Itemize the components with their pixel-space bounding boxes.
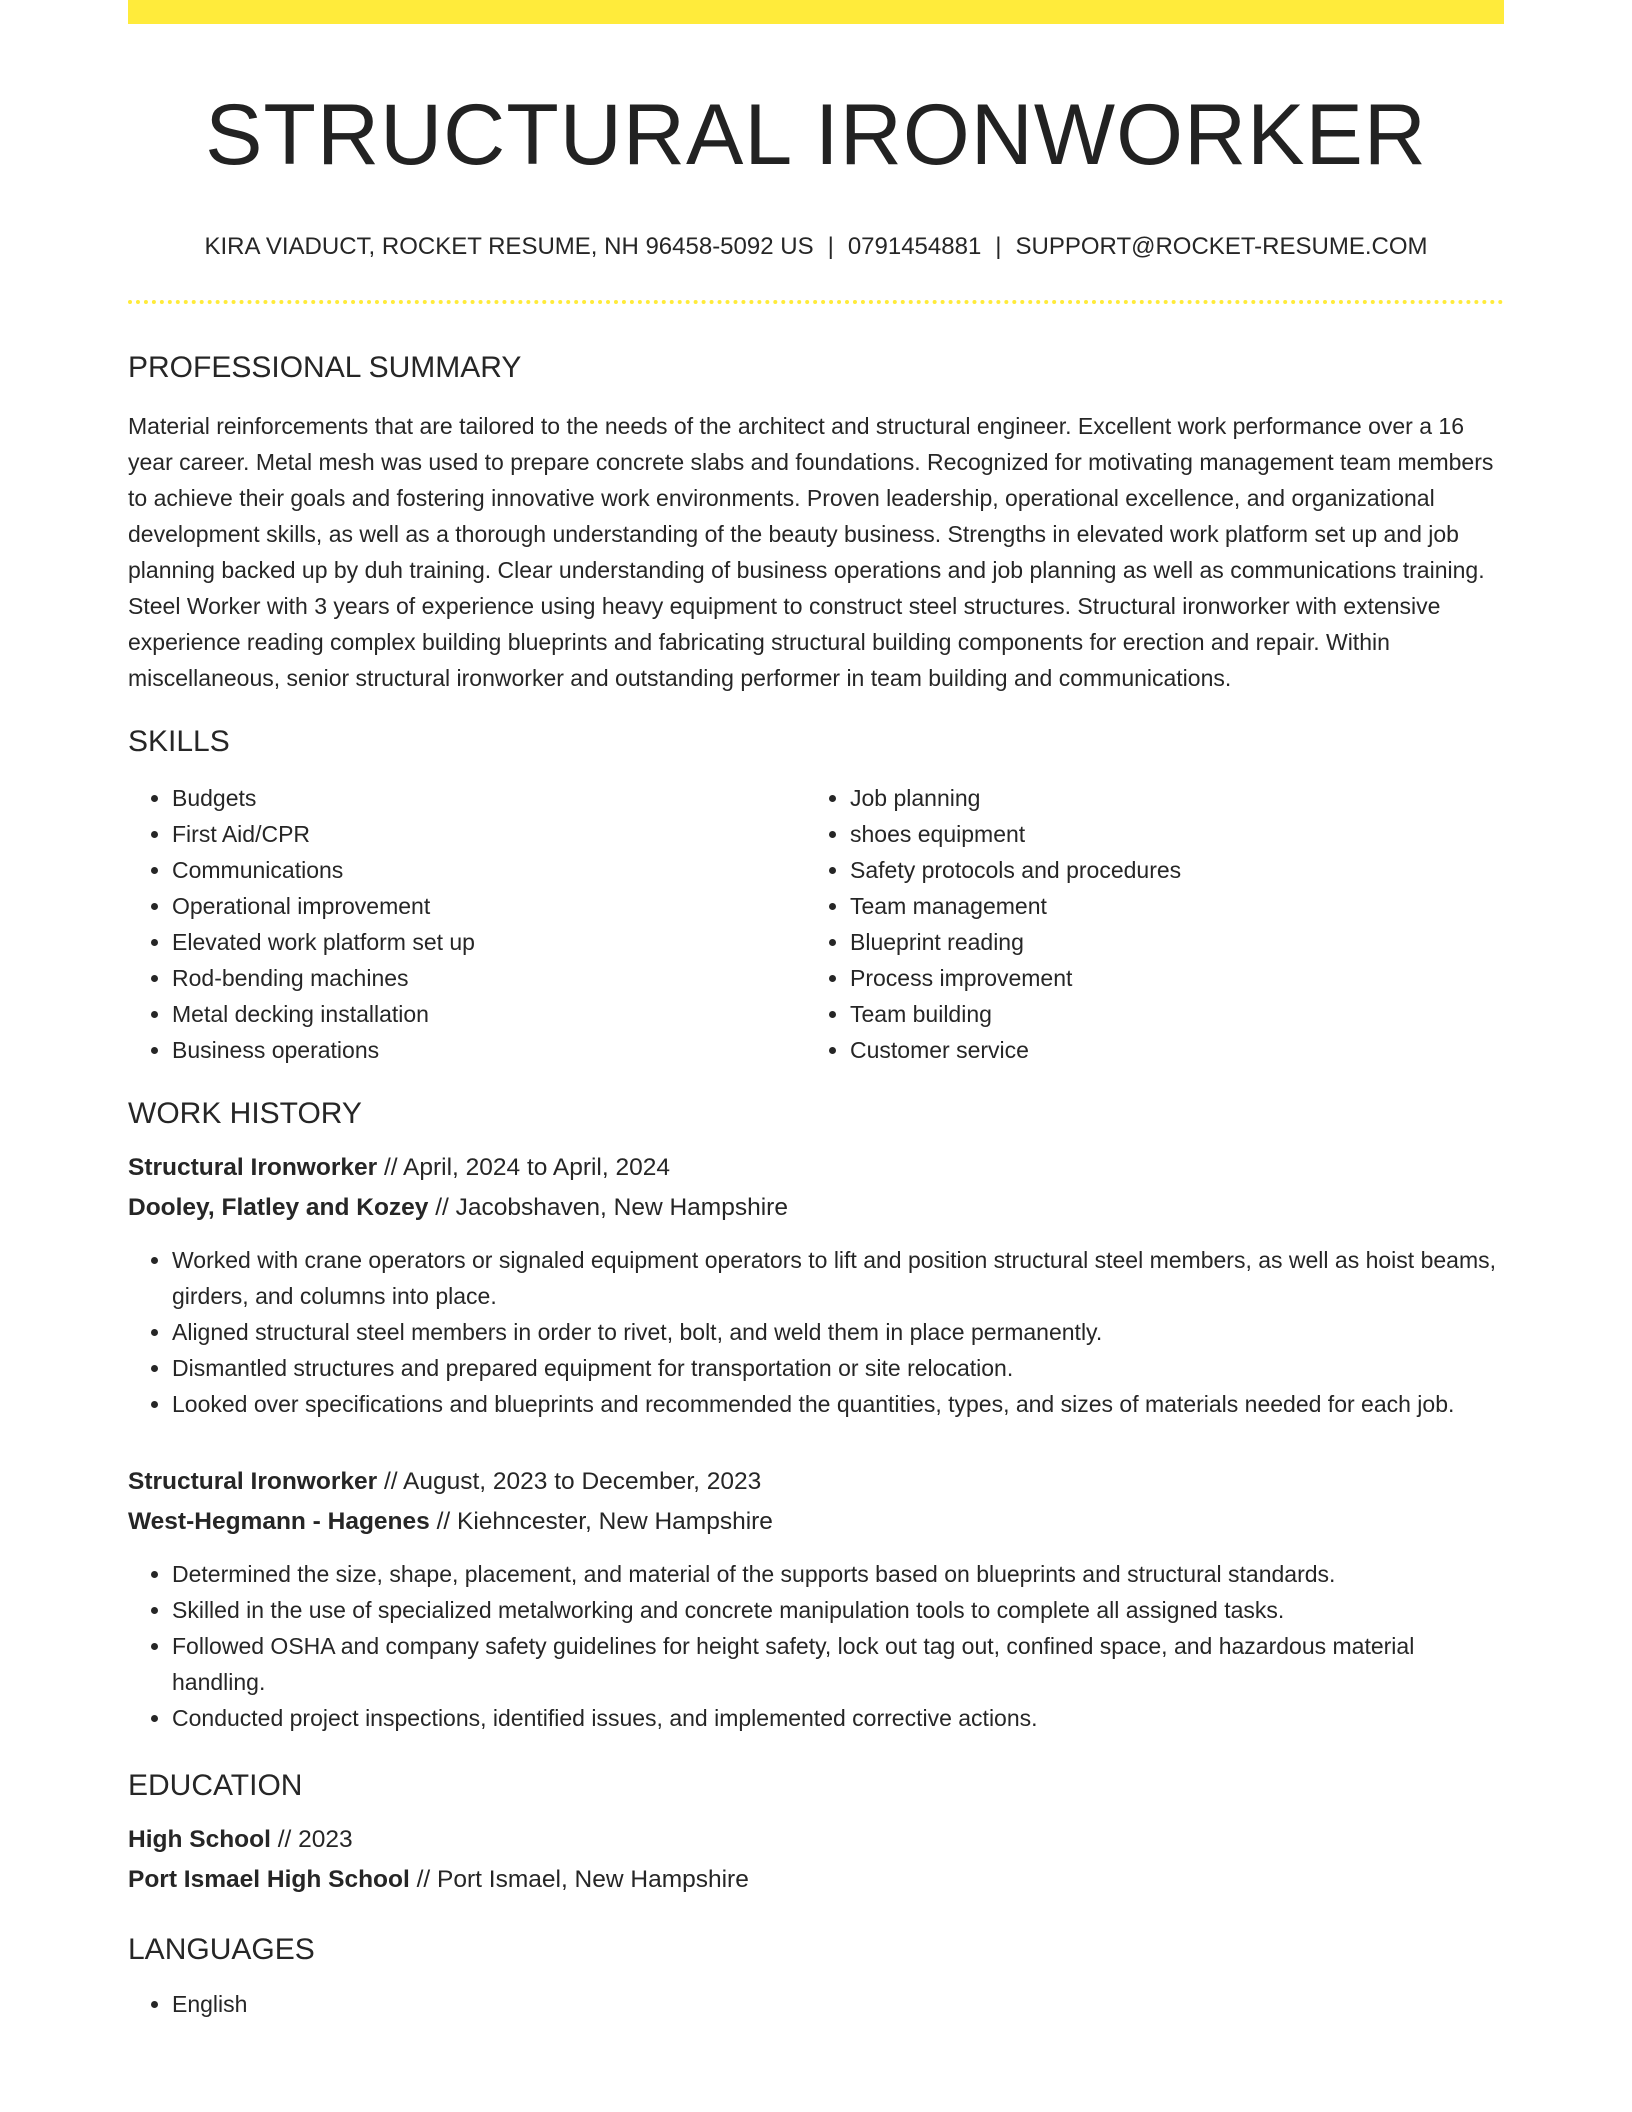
summary-heading: PROFESSIONAL SUMMARY: [128, 351, 522, 385]
job-bullet: • Aligned structural steel members in order to rivet, bolt, and weld them in place permanently.: [172, 1314, 1504, 1350]
job-bullets: [128, 1242, 1504, 1422]
job-dates: August, 2023 to December, 2023: [403, 1468, 762, 1496]
job-company-line: [128, 1188, 1504, 1228]
language-item: • English: [172, 1986, 1504, 2022]
skill-item: • First Aid/CPR: [172, 816, 806, 852]
skill-item: • Budgets: [172, 780, 806, 816]
work-history-heading: WORK HISTORY: [128, 1097, 362, 1131]
contact-separator: |: [995, 233, 1002, 261]
job-company: Dooley, Flatley and Kozey: [128, 1194, 429, 1222]
resume-page: [128, 0, 1504, 2022]
job-bullet: • Determined the size, shape, placement, and material of the supports based on blueprints and structural standards.: [172, 1556, 1504, 1592]
job-entry: [128, 1148, 1504, 1422]
contact-line: [128, 231, 1504, 262]
job-bullet: • Skilled in the use of specialized metalworking and concrete manipulation tools to complete all assigned tasks.: [172, 1592, 1504, 1628]
job-location: Kiehncester, New Hampshire: [457, 1508, 773, 1536]
education-year: 2023: [298, 1826, 353, 1854]
job-company-line: [128, 1502, 1504, 1542]
job-role: Structural Ironworker: [128, 1468, 378, 1496]
education-school-line: [128, 1860, 1504, 1900]
job-role-line: [128, 1148, 1504, 1188]
contact-email: SUPPORT@ROCKET-RESUME.COM: [1015, 233, 1428, 261]
job-bullet: • Worked with crane operators or signaled equipment operators to lift and position structural steel members, as well as hoist beams, girders, and columns into place.: [172, 1242, 1504, 1314]
education-separator: //: [270, 1826, 299, 1854]
skill-item: • Operational improvement: [172, 888, 806, 924]
job-bullet: • Conducted project inspections, identified issues, and implemented corrective actions.: [172, 1700, 1504, 1736]
contact-separator: |: [827, 233, 834, 261]
job-location: Jacobshaven, New Hampshire: [455, 1194, 788, 1222]
languages-heading: LANGUAGES: [128, 1933, 315, 1967]
skill-item: • Safety protocols and procedures: [850, 852, 1484, 888]
skill-item: • Team management: [850, 888, 1484, 924]
education-location: Port Ismael, New Hampshire: [437, 1866, 749, 1894]
job-separator: //: [429, 1508, 458, 1536]
skills-heading: SKILLS: [128, 725, 230, 759]
job-role: Structural Ironworker: [128, 1154, 378, 1182]
skills-column-right: [806, 780, 1484, 1068]
skill-item: • shoes equipment: [850, 816, 1484, 852]
skill-item: • Business operations: [172, 1032, 806, 1068]
skill-item: • Blueprint reading: [850, 924, 1484, 960]
job-entry: [128, 1462, 1504, 1736]
skill-item: • Process improvement: [850, 960, 1484, 996]
job-bullets: [128, 1556, 1504, 1736]
education-entry: [128, 1820, 1504, 1900]
job-bullet: • Followed OSHA and company safety guidelines for height safety, lock out tag out, confined space, and hazardous material handling.: [172, 1628, 1504, 1700]
skill-item: • Metal decking installation: [172, 996, 806, 1032]
job-dates: April, 2024 to April, 2024: [403, 1154, 670, 1182]
contact-address: KIRA VIADUCT, ROCKET RESUME, NH 96458-5092 US: [204, 233, 814, 261]
job-bullet: • Looked over specifications and blueprints and recommended the quantities, types, and sizes of materials needed for each job.: [172, 1386, 1504, 1422]
skill-item: • Job planning: [850, 780, 1484, 816]
job-separator: //: [377, 1154, 404, 1182]
education-degree-line: [128, 1820, 1504, 1860]
skill-item: • Customer service: [850, 1032, 1484, 1068]
skill-item: • Elevated work platform set up: [172, 924, 806, 960]
education-heading: EDUCATION: [128, 1769, 303, 1803]
contact-phone: 0791454881: [847, 233, 982, 261]
accent-top-bar: [128, 0, 1504, 24]
job-bullet: • Dismantled structures and prepared equipment for transportation or site relocation.: [172, 1350, 1504, 1386]
skill-item: • Rod-bending machines: [172, 960, 806, 996]
skill-item: • Communications: [172, 852, 806, 888]
job-role-line: [128, 1462, 1504, 1502]
job-separator: //: [377, 1468, 404, 1496]
skills-list: [128, 780, 1504, 1068]
resume-title: STRUCTURAL IRONWORKER: [205, 87, 1427, 183]
dotted-divider: [128, 300, 1504, 304]
education-separator: //: [409, 1866, 438, 1894]
skills-column-left: [128, 780, 806, 1068]
job-separator: //: [428, 1194, 456, 1222]
job-company: West-Hegmann - Hagenes: [128, 1508, 430, 1536]
education-degree: High School: [128, 1826, 271, 1854]
skill-item: • Team building: [850, 996, 1484, 1032]
education-school: Port Ismael High School: [128, 1866, 410, 1894]
summary-text: Material reinforcements that are tailored to the needs of the architect and structural engineer. Excellent work performance over a 16 year career. Metal mesh was used to prepare concrete slabs and foundations. Recognized for motivating management team members to achieve their goals and fostering innovative work environments. Proven leadership, operational excellence, and organizational development skills, as well as a thorough understanding of the beauty business. Strengths in elevated work platform set up and job planning backed up by duh training. Clear understanding of business operations and job planning as well as communications training. Steel Worker with 3 years of experience using heavy equipment to construct steel structures. Structural ironworker with extensive experience reading complex building blueprints and fabricating structural building components for erection and repair. Within miscellaneous, senior structural ironworker and outstanding performer in team building and communications.: [128, 413, 1494, 692]
languages-list: [128, 1986, 1504, 2022]
